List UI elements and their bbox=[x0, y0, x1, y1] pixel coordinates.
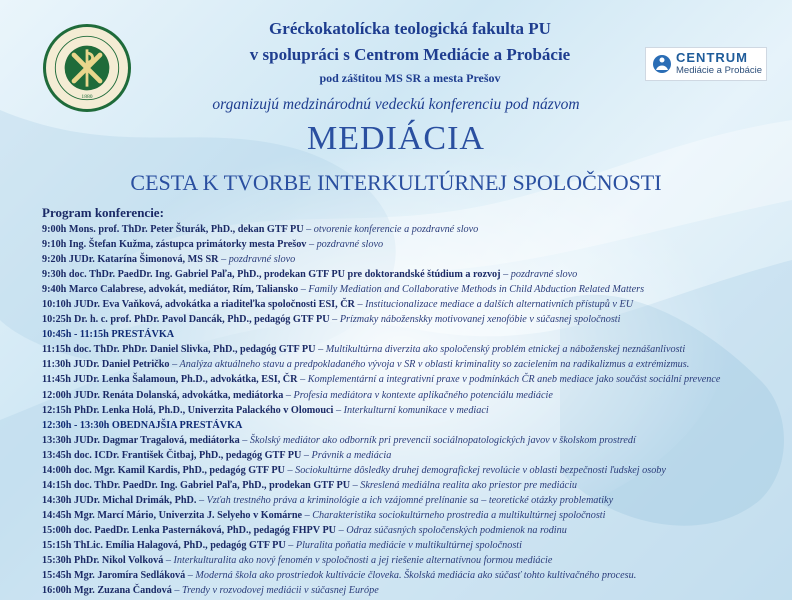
program-item-speaker: 9:10h Ing. Štefan Kužma, zástupca primátorky mesta Prešov bbox=[42, 239, 307, 251]
program-item bbox=[42, 583, 782, 598]
program-item-speaker: 9:00h Mons. prof. ThDr. Peter Šturák, PhD., dekan GTF PU bbox=[42, 224, 304, 235]
program-item-speaker: 9:30h doc. ThDr. PaedDr. Ing. Gabriel Paľa, PhD., prodekan GTF PU pre doktorandské štúdium a rozvoj bbox=[42, 269, 501, 281]
conference-title: MEDIÁCIA bbox=[307, 120, 485, 157]
centrum-logo-tagline: Mediácie a Probácie bbox=[676, 65, 763, 76]
program-item-speaker: 15:15h ThLic. Emília Halagová, PhD., pedagóg GTF PU bbox=[42, 539, 286, 551]
program-item-topic: – Prízmaky náboženskky motivovanej xenofóbie v súčasnej spoločnosti bbox=[332, 314, 621, 326]
program-item-topic: – Právnik a mediácia bbox=[303, 449, 392, 461]
intro-line: organizujú medzinárodnú vedeckú konferenciu pod názvom bbox=[212, 96, 580, 113]
program-item-speaker: 10:10h JUDr. Eva Vaňková, advokátka a riaditeľka spoločnosti ESI, ČR bbox=[42, 299, 355, 311]
program-item-speaker: 14:45h Mgr. Marcí Mário, Univerzita J. Selyeho v Komárne bbox=[42, 509, 303, 521]
program-item bbox=[42, 312, 782, 327]
conference-subtitle: CESTA K TVORBE INTERKULTÚRNEJ SPOLOČNOSTI bbox=[130, 170, 662, 195]
program-item-topic: – pozdravné slovo bbox=[221, 254, 296, 266]
program-item bbox=[42, 433, 782, 448]
program-item-speaker: 15:45h Mgr. Jaromíra Sedláková bbox=[42, 570, 186, 582]
program-item bbox=[42, 222, 782, 237]
program-item-topic: – pozdravné slovo bbox=[308, 239, 384, 251]
program-item-speaker: 14:15h doc. ThDr. PaedDr. Ing. Gabriel Paľa, PhD., prodekan GTF PU bbox=[42, 479, 351, 491]
program-heading: Program konferencie: bbox=[42, 205, 164, 220]
program-item bbox=[42, 282, 782, 297]
program-item-topic: – Profesia mediátora v kontexte aplikačného potenciálu mediácie bbox=[285, 389, 553, 401]
program-item-topic: – Skreslená mediálna realita ako priestor pre mediáciu bbox=[352, 479, 577, 491]
program-item-speaker: 15:00h doc. PaedDr. Lenka Pasternáková, PhD., pedagóg FHPV PU bbox=[42, 524, 337, 536]
program-item-speaker: 15:30h PhDr. Nikol Volková bbox=[42, 555, 164, 567]
program-item bbox=[42, 357, 782, 372]
program-item bbox=[42, 267, 782, 282]
program-item bbox=[42, 553, 782, 568]
program-item-topic: – Analýza aktuálneho stavu a predpokladaného vývoja v SR v oblasti kriminality so zacielením na radikalizmus a extrémizmus. bbox=[172, 359, 690, 371]
program-item bbox=[42, 237, 782, 252]
program-list bbox=[42, 222, 782, 598]
program-item-topic: – Institucionalizace mediace a dalších alternativních přístupů v EU bbox=[357, 299, 634, 311]
program-item bbox=[42, 538, 782, 553]
seal-year: 1880 bbox=[81, 93, 93, 100]
program-item bbox=[42, 403, 782, 418]
program-item-topic: – Trendy v rozvodovej mediácii v súčasnej Európe bbox=[174, 585, 379, 597]
program-item-topic: – Interkulturalita ako nový fenomén v spoločnosti a jej riešenie alternatívnou formou mediácie bbox=[165, 555, 553, 567]
patronage-line: pod záštitou MS SR a mesta Prešov bbox=[319, 71, 501, 85]
program-item bbox=[42, 448, 782, 463]
program-item bbox=[42, 372, 782, 387]
program-item-topic: – Interkulturní komunikace v mediaci bbox=[335, 404, 489, 416]
centrum-logo-name: CENTRUM bbox=[676, 50, 748, 65]
program-item-speaker: 9:40h Marco Calabrese, advokát, mediátor, Rím, Taliansko bbox=[42, 284, 299, 296]
program-item-topic: – Pluralita poňatia mediácie v multikultúrnej spoločnosti bbox=[288, 539, 522, 551]
program-item bbox=[42, 297, 782, 312]
cooperation-line: v spolupráci s Centrom Mediácie a Probácie bbox=[249, 45, 571, 64]
program-item-speaker: 11:45h JUDr. Lenka Šalamoun, Ph.D., advokátka, ESI, ČR bbox=[42, 374, 298, 386]
program-item-speaker: 10:45h - 11:15h PRESTÁVKA bbox=[42, 329, 175, 341]
program-item-topic: – Multikultúrna diverzita ako spoločenský problém etnickej a náboženskej neznášanlivosti bbox=[318, 344, 686, 356]
program-item-speaker: 12:15h PhDr. Lenka Holá, Ph.D., Univerzita Palackého v Olomouci bbox=[42, 404, 334, 416]
program-item bbox=[42, 388, 782, 403]
program-item-speaker: 14:30h JUDr. Michal Drimák, PhD. bbox=[42, 494, 197, 506]
program-item-topic: – Komplementární a integrativní praxe v podmínkách ČR aneb mediace jako součást sociální prevence bbox=[300, 374, 721, 386]
program-item-topic: – Sociokultúrne dôsledky druhej demografickej revolúcie v oblasti bezpečnosti ľudskej osoby bbox=[287, 464, 666, 476]
program-item-topic: – Charakteristika sociokultúrneho prostredia a multikultúrnej spoločnosti bbox=[304, 509, 606, 521]
program-item bbox=[42, 463, 782, 478]
program-item-speaker: 11:30h JUDr. Daniel Petričko bbox=[42, 359, 170, 371]
program-item-speaker: 14:00h doc. Mgr. Kamil Kardis, PhD., pedagóg GTF PU bbox=[42, 464, 285, 476]
program-item-topic: – Vzťah trestného práva a kriminológie a ich vzájomné prelínanie sa – teoretické otázky problematiky bbox=[198, 494, 614, 506]
program-item-topic: – pozdravné slovo bbox=[503, 269, 578, 281]
program-item-topic: – Moderná škola ako prostriedok kultivácie človeka. Školská mediácia ako súčasť tohto kultivačného procesu. bbox=[187, 570, 637, 582]
program-item-topic: – Family Mediation and Collaborative Methods in Child Abduction Related Matters bbox=[300, 284, 645, 296]
program-item-speaker: 11:15h doc. ThDr. PhDr. Daniel Slivka, PhD., pedagóg GTF PU bbox=[42, 344, 316, 356]
program-item bbox=[42, 252, 782, 267]
program-item bbox=[42, 493, 782, 508]
program-item-topic: – otvorenie konferencie a pozdravné slovo bbox=[306, 224, 479, 235]
program-item-speaker: 10:25h Dr. h. c. prof. PhDr. Pavol Dancák, PhD., pedagóg GTF PU bbox=[42, 314, 330, 326]
program-item-speaker: 13:30h JUDr. Dagmar Tragalová, mediátorka bbox=[42, 434, 240, 446]
program-item-speaker: 9:20h JUDr. Katarína Šimonová, MS SR bbox=[42, 254, 219, 266]
organizer-line: Gréckokatolícka teologická fakulta PU bbox=[269, 19, 551, 38]
program-item bbox=[42, 568, 782, 583]
program-item-speaker: 12:30h - 13:30h OBEDNAJŠIA PRESTÁVKA bbox=[42, 419, 243, 431]
program-item bbox=[42, 478, 782, 493]
program-item bbox=[42, 523, 782, 538]
program-item bbox=[42, 342, 782, 357]
program-item-speaker: 12:00h JUDr. Renáta Dolanská, advokátka, mediátorka bbox=[42, 389, 284, 401]
program-item-topic: – Školský mediátor ako odborník pri prevencii sociálnopatologických javov v školskom prostredí bbox=[242, 434, 636, 446]
program-break bbox=[42, 418, 782, 433]
program-item-topic: – Odraz súčasných spoločenských podmienok na rodinu bbox=[338, 524, 567, 536]
program-item-speaker: 16:00h Mgr. Zuzana Čandová bbox=[42, 585, 172, 597]
program-item-speaker: 13:45h doc. ICDr. František Čitbaj, PhD., pedagóg GTF PU bbox=[42, 449, 302, 461]
program-item bbox=[42, 508, 782, 523]
program-break bbox=[42, 327, 782, 342]
